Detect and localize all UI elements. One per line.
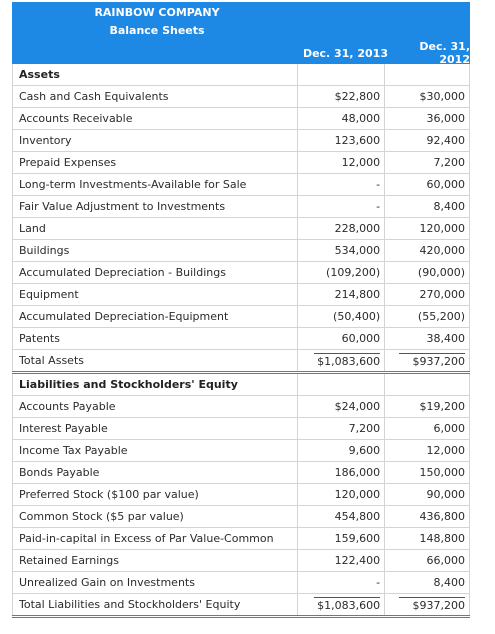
table-row: [13, 196, 470, 218]
table-row: [13, 572, 470, 594]
value-2012-cell: [385, 572, 470, 594]
value-2013-value: 60,000: [341, 332, 381, 345]
value-2013-cell: [298, 284, 385, 306]
value-2013-cell: [298, 306, 385, 328]
row-label: Accounts Receivable: [13, 108, 298, 130]
value-2013-cell: [298, 550, 385, 572]
row-label: Preferred Stock ($100 par value): [13, 484, 298, 506]
table-row: [13, 506, 470, 528]
value-2012-cell: [385, 328, 470, 350]
value-2012-cell: [385, 284, 470, 306]
value-2012-value: (90,000): [417, 266, 465, 279]
value-2012-cell: [385, 440, 470, 462]
row-label: Prepaid Expenses: [13, 152, 298, 174]
value-2013-cell: [298, 218, 385, 240]
value-2012-cell: [385, 396, 470, 418]
table-row: [13, 240, 470, 262]
value-2013-cell: [298, 240, 385, 262]
row-label: Retained Earnings: [13, 550, 298, 572]
table-row: [13, 262, 470, 284]
company-name: RAINBOW COMPANY: [94, 6, 220, 19]
value-2012-cell: [385, 306, 470, 328]
value-2013-value: 159,600: [334, 532, 381, 545]
table-row: [13, 218, 470, 240]
statement-title: Balance Sheets: [109, 24, 205, 37]
row-label: Total Assets: [13, 350, 298, 373]
value-2013-value: 48,000: [341, 112, 381, 125]
header-title-block: [12, 2, 470, 42]
value-2012-cell: [385, 350, 470, 373]
value-2012-value: 6,000: [433, 422, 465, 435]
value-2013-value: (109,200): [326, 266, 381, 279]
row-label: Total Liabilities and Stockholders' Equity: [13, 594, 298, 617]
value-2012-value: 36,000: [426, 112, 465, 125]
value-2012-cell: [385, 86, 470, 108]
value-2013-cell: [298, 418, 385, 440]
table-row: [13, 86, 470, 108]
value-2013-value: 122,400: [334, 554, 381, 567]
value-2012-cell: [385, 418, 470, 440]
value-2012-value: 420,000: [419, 244, 465, 257]
value-2012-value: 436,800: [419, 510, 465, 523]
table-row: [13, 174, 470, 196]
balance-sheet: [12, 2, 470, 618]
value-2012-cell: [385, 64, 470, 86]
row-label: Land: [13, 218, 298, 240]
value-2012-value: 120,000: [419, 222, 465, 235]
value-2013-cell: [298, 396, 385, 418]
value-2013-cell: [298, 196, 385, 218]
table-row: [13, 440, 470, 462]
column-header-2012: Dec. 31, 2012: [419, 40, 470, 66]
value-2013-cell: [298, 328, 385, 350]
value-2013-value: 534,000: [334, 244, 381, 257]
balance-table: [12, 64, 470, 618]
value-2012-value: $19,200: [419, 400, 465, 413]
value-2013-cell: [298, 594, 385, 617]
table-row: [13, 284, 470, 306]
value-2013-value: 123,600: [334, 134, 381, 147]
value-2013-cell: [298, 86, 385, 108]
table-row: [13, 152, 470, 174]
row-label: Accounts Payable: [13, 396, 298, 418]
table-row: [13, 396, 470, 418]
value-2013-cell: [298, 108, 385, 130]
section-header-row: [13, 373, 470, 396]
value-2012-value: (55,200): [417, 310, 465, 323]
value-2012-cell: [385, 484, 470, 506]
table-row: [13, 550, 470, 572]
value-2012-cell: [385, 196, 470, 218]
value-2012-value: 92,400: [426, 134, 465, 147]
row-label: Common Stock ($5 par value): [13, 506, 298, 528]
value-2012-cell: [385, 218, 470, 240]
value-2012-cell: [385, 152, 470, 174]
value-2012-value: 12,000: [426, 444, 465, 457]
value-2013-value: $1,083,600: [314, 353, 380, 368]
value-2012-value: 150,000: [419, 466, 465, 479]
row-label: Buildings: [13, 240, 298, 262]
value-2012-cell: [385, 594, 470, 617]
value-2013-cell: [298, 572, 385, 594]
value-2013-value: $1,083,600: [314, 597, 380, 612]
value-2013-value: 120,000: [334, 488, 381, 501]
value-2012-value: $937,200: [399, 353, 465, 368]
value-2013-value: (50,400): [333, 310, 381, 323]
column-headers: [12, 42, 470, 64]
table-row: [13, 328, 470, 350]
row-label: Equipment: [13, 284, 298, 306]
table-row: [13, 418, 470, 440]
value-2012-value: 60,000: [426, 178, 465, 191]
row-label: Interest Payable: [13, 418, 298, 440]
total-row: [13, 350, 470, 373]
column-header-2013: Dec. 31, 2013: [302, 46, 388, 60]
value-2013-cell: [298, 528, 385, 550]
value-2013-cell: [298, 262, 385, 284]
row-label: Cash and Cash Equivalents: [13, 86, 298, 108]
value-2013-cell: [298, 440, 385, 462]
value-2012-cell: [385, 108, 470, 130]
value-2013-value: -: [376, 178, 381, 191]
value-2013-cell: [298, 174, 385, 196]
value-2013-value: -: [376, 576, 381, 589]
row-label: Unrealized Gain on Investments: [13, 572, 298, 594]
value-2013-cell: [298, 484, 385, 506]
value-2012-cell: [385, 528, 470, 550]
row-label: Long-term Investments-Available for Sale: [13, 174, 298, 196]
value-2013-cell: [298, 64, 385, 86]
table-row: [13, 484, 470, 506]
value-2013-cell: [298, 462, 385, 484]
table-row: [13, 130, 470, 152]
value-2013-cell: [298, 506, 385, 528]
row-label: Assets: [13, 64, 298, 86]
value-2013-cell: [298, 152, 385, 174]
total-row: [13, 594, 470, 617]
value-2013-value: 186,000: [334, 466, 381, 479]
section-header-row: [13, 64, 470, 86]
value-2013-cell: [298, 373, 385, 396]
value-2012-value: $30,000: [419, 90, 465, 103]
value-2012-cell: [385, 506, 470, 528]
value-2012-cell: [385, 262, 470, 284]
value-2012-cell: [385, 373, 470, 396]
value-2013-cell: [298, 350, 385, 373]
row-label: Accumulated Depreciation - Buildings: [13, 262, 298, 284]
value-2013-value: 454,800: [334, 510, 381, 523]
row-label: Bonds Payable: [13, 462, 298, 484]
value-2013-value: 9,600: [348, 444, 381, 457]
table-row: [13, 462, 470, 484]
value-2013-cell: [298, 130, 385, 152]
row-label: Paid-in-capital in Excess of Par Value-Common: [13, 528, 298, 550]
value-2012-value: 90,000: [426, 488, 465, 501]
value-2012-cell: [385, 130, 470, 152]
value-2013-value: $22,800: [334, 90, 381, 103]
row-label: Liabilities and Stockholders' Equity: [13, 373, 298, 396]
value-2012-cell: [385, 550, 470, 572]
value-2012-cell: [385, 174, 470, 196]
row-label: Income Tax Payable: [13, 440, 298, 462]
table-row: [13, 528, 470, 550]
value-2012-value: 148,800: [419, 532, 465, 545]
value-2013-value: 12,000: [341, 156, 381, 169]
sheet-header: [12, 2, 470, 64]
table-row: [13, 108, 470, 130]
row-label: Inventory: [13, 130, 298, 152]
value-2013-value: 214,800: [334, 288, 381, 301]
value-2012-value: 66,000: [426, 554, 465, 567]
value-2012-cell: [385, 462, 470, 484]
value-2013-value: 7,200: [348, 422, 381, 435]
value-2012-value: 7,200: [433, 156, 465, 169]
value-2012-cell: [385, 240, 470, 262]
value-2013-value: $24,000: [334, 400, 381, 413]
value-2013-value: -: [376, 200, 381, 213]
value-2012-value: 8,400: [433, 200, 465, 213]
value-2012-value: 38,400: [426, 332, 465, 345]
table-row: [13, 306, 470, 328]
value-2012-value: 8,400: [433, 576, 465, 589]
row-label: Patents: [13, 328, 298, 350]
value-2012-value: $937,200: [399, 597, 465, 612]
row-label: Fair Value Adjustment to Investments: [13, 196, 298, 218]
value-2013-value: 228,000: [334, 222, 381, 235]
row-label: Accumulated Depreciation-Equipment: [13, 306, 298, 328]
value-2012-value: 270,000: [419, 288, 465, 301]
